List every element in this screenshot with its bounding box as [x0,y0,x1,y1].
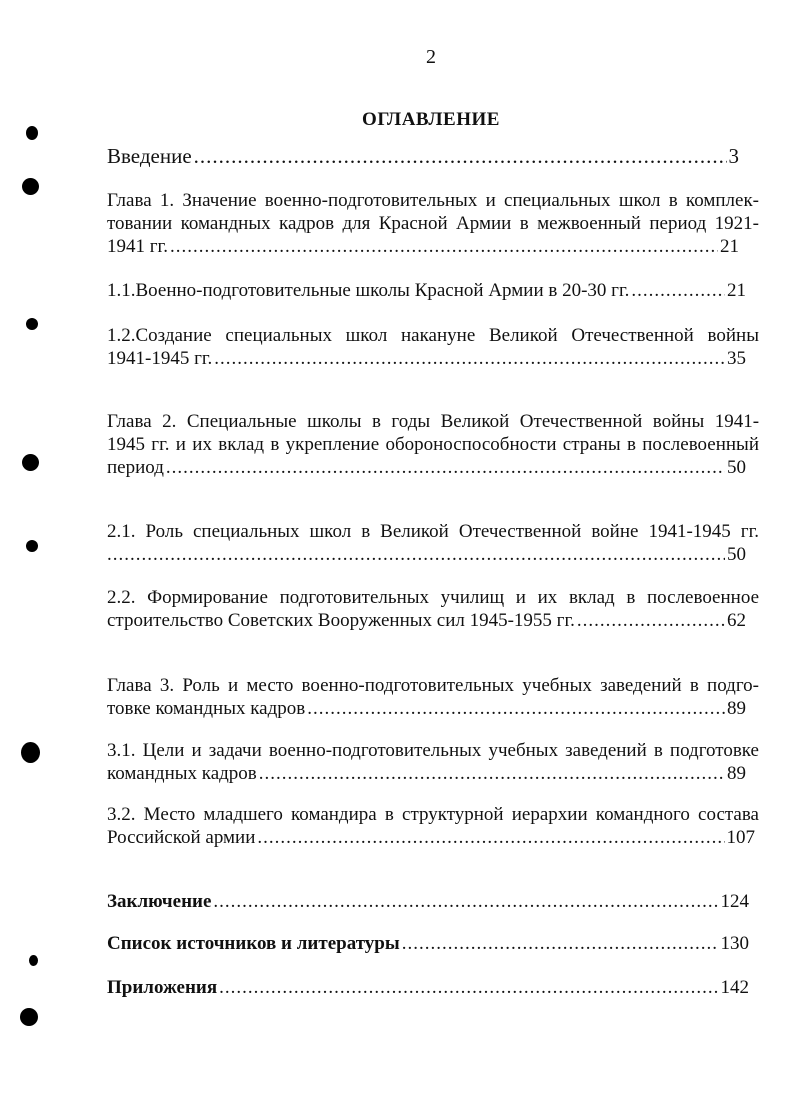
toc-section-2-1-line1: 2.1. Роль специальных школ в Великой Отечественной войне 1941-1945 гг. [107,521,759,542]
toc-entry-chapter3[interactable] [107,697,746,721]
binder-hole-mark [20,1008,38,1026]
toc-section-3-2-line1: 3.2. Место младшего командира в структурной иерархии командного состава [107,804,759,825]
binder-hole-mark [29,955,38,966]
toc-entry-label: 1941-1945 гг. [107,348,213,369]
toc-entry-label: строительство Советских Вооруженных сил 1945-1955 гг. [107,610,575,631]
toc-entry-label: Приложения [107,977,218,998]
toc-leader-dots [214,347,725,371]
toc-entry-chapter2[interactable] [107,456,746,480]
toc-entry-section-2-1[interactable] [107,543,746,567]
toc-page-number: 89 [727,763,746,784]
toc-page-number: 50 [727,544,746,565]
toc-page-number: 50 [727,457,746,478]
toc-entry-label: командных кадров [107,763,257,784]
toc-chapter2-line1 [107,410,759,434]
binder-hole-mark [22,454,39,471]
toc-page-number: 130 [720,933,749,954]
binder-hole-mark [21,742,40,763]
toc-section-3-1-line1: 3.1. Цели и задачи военно-подготовительных учебных заведений в подготовке [107,740,759,761]
toc-leader-dots [259,762,725,786]
toc-entry-label: 1.1.Военно-подготовительные школы Красной Армии в 20-30 гг. [107,280,630,301]
toc-entry-section-1-2[interactable] [107,347,746,371]
page-title: ОГЛАВЛЕНИЕ [362,109,500,130]
toc-entry-appendices[interactable] [107,976,749,1000]
toc-chapter1-line1 [107,189,759,213]
toc-leader-dots [166,456,725,480]
toc-entry-label: Список источников и литературы [107,933,400,954]
toc-page-number: 35 [727,348,746,369]
toc-leader-dots [170,235,718,259]
toc-entry-sources[interactable] [107,932,749,956]
toc-leader-dots [631,279,725,303]
toc-leader-dots [194,144,727,168]
toc-leader-dots [219,976,718,1000]
toc-entry-intro[interactable] [107,144,739,168]
toc-page-number: 142 [720,977,749,998]
toc-leader-dots [257,826,724,850]
chapter-label: Глава 3. [107,675,175,696]
toc-entry-label: Российской армии [107,827,256,848]
chapter-title-part: Специальные школы в годы Великой Отечественной войны 1941- [186,411,759,432]
chapter-label: Глава 1. [107,190,175,211]
toc-chapter3-line1 [107,674,759,698]
toc-page-number: 89 [727,698,746,719]
toc-entry-section-2-2[interactable] [107,609,746,633]
binder-hole-mark [22,178,39,195]
chapter-title-part: Роль и место военно-подготовительных учебных заведений в подго- [182,675,759,696]
page-number: 2 [426,46,436,68]
toc-entry-label: период [107,457,164,478]
toc-entry-label: 1941 гг. [107,236,168,257]
toc-page-number: 3 [728,144,739,168]
toc-section-2-2-line1: 2.2. Формирование подготовительных училищ и их вклад в послевоенное [107,587,759,608]
toc-entry-label: товке командных кадров [107,698,306,719]
toc-leader-dots [577,609,725,633]
toc-chapter1-line2: товании командных кадров для Красной Армии в межвоенный период 1921- [107,213,759,234]
binder-hole-mark [26,318,38,330]
toc-entry-section-3-2[interactable] [107,826,755,850]
toc-section-1-2-line1: 1.2.Создание специальных школ накануне Великой Отечественной войны [107,325,759,346]
toc-page-number: 124 [720,891,749,912]
toc-page-number: 21 [727,280,746,301]
toc-page-number: 21 [720,236,739,257]
toc-page-number: 107 [726,827,755,848]
chapter-label: Глава 2. [107,411,177,432]
toc-leader-dots [213,890,718,914]
toc-entry-chapter1[interactable] [107,235,739,259]
toc-entry-conclusion[interactable] [107,890,749,914]
toc-entry-section-3-1[interactable] [107,762,746,786]
toc-entry-label: Заключение [107,891,212,912]
toc-chapter2-line2: 1945 гг. и их вклад в укрепление обороноспособности страны в послевоенный [107,434,759,455]
toc-leader-dots [402,932,719,956]
toc-page-number: 62 [727,610,746,631]
chapter-title-part: Значение военно-подготовительных и специальных школ в комплек- [182,190,759,211]
toc-leader-dots [307,697,725,721]
toc-entry-label: Введение [107,144,192,168]
binder-hole-mark [26,540,38,552]
toc-entry-section-1-1[interactable] [107,279,746,303]
toc-leader-dots [107,543,725,567]
